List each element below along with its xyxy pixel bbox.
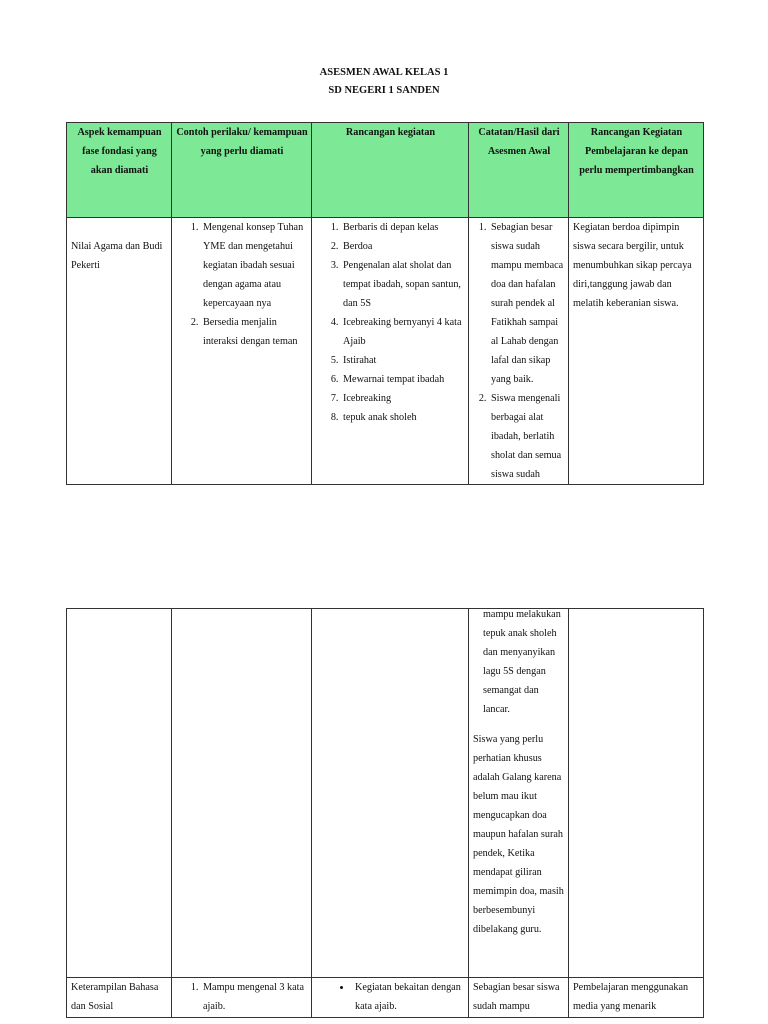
aspek-text: Nilai Agama dan Budi Pekerti: [71, 241, 163, 271]
list-item: 1. Sebagian besar siswa sudah mampu membaca doa dan hafalan surah pendek al Fatikhah sampai al Lahab dengan lafal dan sikap yang baik.: [489, 218, 565, 389]
list-item: 2. Siswa mengenali berbagai alat ibadah, berlatih sholat dan semua siswa sudah: [489, 389, 565, 484]
kegiatan-list: [316, 978, 465, 1016]
aspek-cell-empty: [67, 609, 172, 978]
list-item: 1. Mampu mengenal 3 kata ajaib.: [201, 978, 308, 1016]
kegiatan-cell: [312, 978, 469, 1018]
school-name: SD NEGERI 1 SANDEN: [328, 85, 440, 96]
contoh-list: [176, 218, 308, 351]
catatan-cell: [469, 978, 569, 1018]
kegiatan-cell-empty: [312, 609, 469, 978]
aspek-cell: [67, 978, 172, 1018]
list-item: 5. Istirahat: [341, 351, 465, 370]
contoh-cell-empty: [172, 609, 312, 978]
header-contoh: Contoh perilaku/ kemampuan yang perlu diamati: [172, 123, 312, 218]
list-item: 1. Mengenal konsep Tuhan YME dan mengetahui kegiatan ibadah sesuai dengan agama atau kepercayaan nya: [201, 218, 308, 313]
assessment-table-page-1: [66, 122, 704, 485]
catatan-note-text: Siswa yang perlu perhatian khusus adalah Galang karena belum mau ikut mengucapkan doa maupun hafalan surah pendek, Ketika mendapat giliran memimpin doa, masih berbesembunyi dibelakang guru.: [473, 734, 564, 935]
table-row: [67, 978, 704, 1018]
list-item: 2. Berdoa: [341, 237, 465, 256]
table-row-continued: [67, 609, 704, 978]
catatan-text: Sebagian besar siswa sudah mampu: [473, 982, 560, 1012]
table-row: [67, 218, 704, 485]
header-catatan: Catatan/Hasil dari Asesmen Awal: [469, 123, 569, 218]
document-title: ASESMEN AWAL KELAS 1: [319, 67, 449, 78]
kegiatan-cell: [312, 218, 469, 485]
aspek-cell: [67, 218, 172, 485]
contoh-list: [176, 978, 308, 1016]
header-rencana: Rancangan Kegiatan Pembelajaran ke depan perlu mempertimbangkan: [569, 123, 704, 218]
rencana-cell: [569, 978, 704, 1018]
catatan-list: [473, 218, 565, 484]
assessment-table-page-2: [66, 608, 704, 1018]
header-aspek: Aspek kemampuan fase fondasi yang akan diamati: [67, 123, 172, 218]
list-item: 8. tepuk anak sholeh: [341, 408, 465, 427]
rencana-text: Pembelajaran menggunakan media yang menarik: [573, 982, 689, 1012]
list-item: 3. Pengenalan alat sholat dan tempat ibadah, sopan santun, dan 5S: [341, 256, 465, 313]
contoh-cell: [172, 978, 312, 1018]
catatan-cell-continued: [469, 609, 569, 978]
list-item: 2. Bersedia menjalin interaksi dengan teman: [201, 313, 308, 351]
rencana-cell: [569, 218, 704, 485]
catatan-continued-text: mampu melakukan tepuk anak sholeh dan menyanyikan lagu 5S dengan semangat dan lancar.: [483, 609, 561, 715]
kegiatan-list: [316, 218, 465, 427]
header-row: [67, 123, 704, 218]
list-item: 7. Icebreaking: [341, 389, 465, 408]
rencana-cell-empty: [569, 609, 704, 978]
list-item: 6. Mewarnai tempat ibadah: [341, 370, 465, 389]
aspek-text: Keterampilan Bahasa dan Sosial: [71, 982, 159, 1012]
list-item: 1. Berbaris di depan kelas: [341, 218, 465, 237]
list-item: • Kegiatan bekaitan dengan kata ajaib.: [352, 978, 465, 1016]
header-kegiatan: Rancangan kegiatan: [312, 123, 469, 218]
catatan-cell: [469, 218, 569, 485]
contoh-cell: [172, 218, 312, 485]
rencana-text: Kegiatan berdoa dipimpin siswa secara bergilir, untuk menumbuhkan sikap percaya diri,tanggung jawab dan melatih keberanian siswa.: [573, 222, 692, 309]
list-item: 4. Icebreaking bernyanyi 4 kata Ajaib: [341, 313, 465, 351]
